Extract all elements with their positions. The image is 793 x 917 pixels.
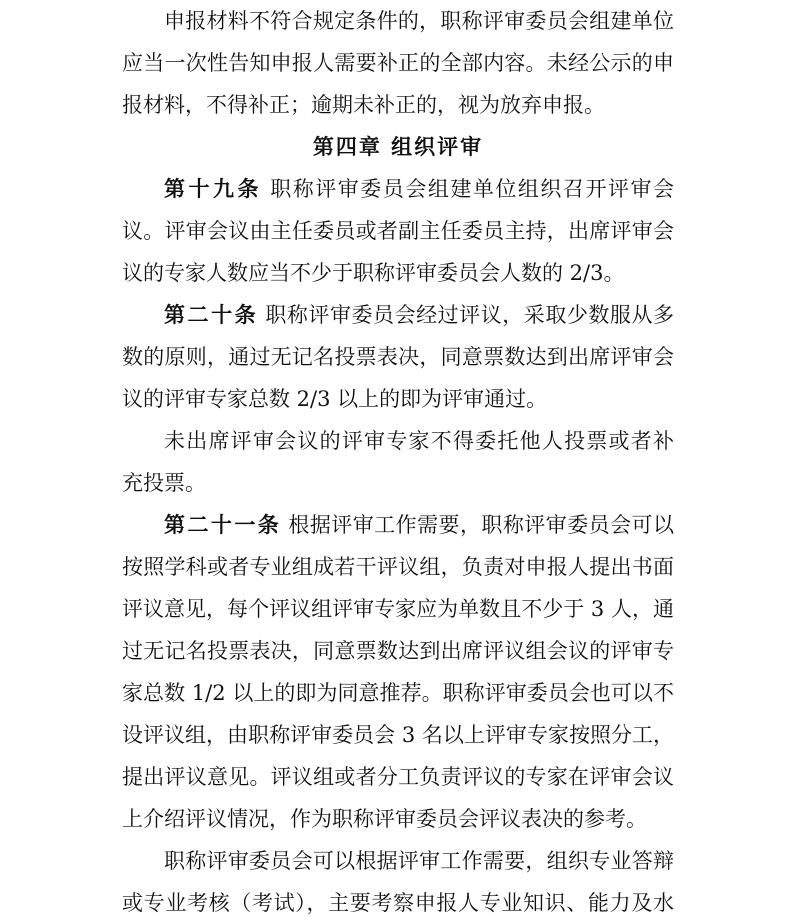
paragraph-line: 或专业考核（考试），主要考察申报人专业知识、能力及水 [122, 891, 674, 915]
article-21-title: 第二十一条 [164, 513, 282, 537]
paragraph-line: 申报材料不符合规定条件的，职称评审委员会组建单位 [164, 9, 674, 33]
article-20-text: 职称评审委员会经过评议，采取少数服从多 [258, 303, 675, 327]
paragraph-line: 提出评议意见。评议组或者分工负责评议的专家在评审会议 [122, 765, 674, 789]
paragraph-line: 家总数 1/2 以上的即为同意推荐。职称评审委员会也可以不 [122, 681, 674, 705]
paragraph-line: 评议意见，每个评议组评审专家应为单数且不少于 3 人，通 [122, 597, 674, 621]
paragraph-line: 议的评审专家总数 2/3 以上的即为评审通过。 [122, 387, 548, 411]
article-21-line [164, 504, 674, 546]
paragraph-line: 充投票。 [122, 471, 206, 495]
article-21-text: 根据评审工作需要，职称评审委员会可以 [281, 513, 674, 537]
paragraph-line: 议。评审会议由主任委员或者副主任委员主持，出席评审会 [122, 219, 674, 243]
article-19-text: 职称评审委员会组建单位组织召开评审会 [262, 177, 674, 201]
paragraph-line: 上介绍评议情况，作为职称评审委员会评议表决的参考。 [122, 807, 647, 831]
article-19-title: 第十九条 [164, 177, 263, 201]
paragraph-line: 报材料，不得补正；逾期未补正的，视为放弃申报。 [122, 93, 605, 117]
paragraph-line: 议的专家人数应当不少于职称评审委员会人数的 2/3。 [122, 261, 625, 285]
paragraph-line: 按照学科或者专业组成若干评议组，负责对申报人提出书面 [122, 555, 674, 579]
article-20-line [164, 294, 674, 336]
paragraph-line: 数的原则，通过无记名投票表决，同意票数达到出席评审会 [122, 345, 674, 369]
paragraph-line: 职称评审委员会可以根据评审工作需要，组织专业答辩 [164, 849, 674, 873]
chapter-heading: 第四章 组织评审 [312, 134, 484, 159]
paragraph-line: 过无记名投票表决，同意票数达到出席评议组会议的评审专 [122, 639, 674, 663]
paragraph-line: 应当一次性告知申报人需要补正的全部内容。未经公示的申 [122, 51, 674, 75]
article-19-line [164, 168, 674, 210]
article-20-title: 第二十条 [164, 303, 259, 327]
paragraph-line: 设评议组，由职称评审委员会 3 名以上评审专家按照分工， [122, 723, 674, 747]
paragraph-line: 未出席评审会议的评审专家不得委托他人投票或者补 [164, 429, 674, 453]
